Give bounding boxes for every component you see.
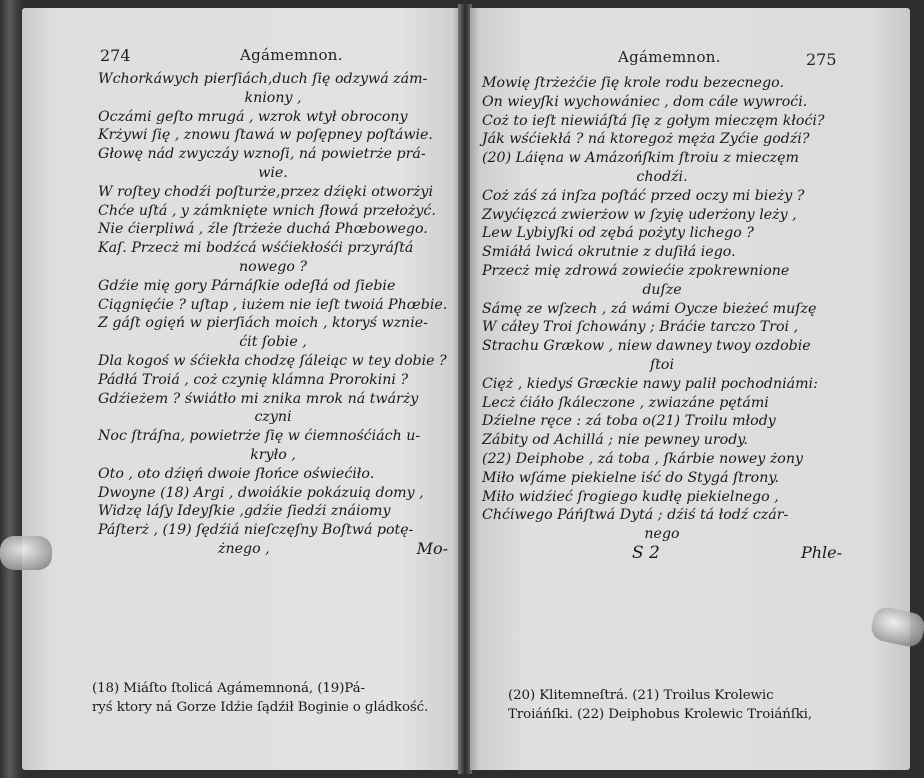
catchword: Mo- xyxy=(416,538,448,558)
text-line: Lecż ćiáło ſkáleczone , zwiazáne pętámi xyxy=(482,394,769,411)
text-line: Dwoyne (18) Argi , dwoiákie pokázuią domy , xyxy=(98,484,424,501)
text-line: Krżywi ſię , znowu ſtawá w poſępney poſtáwie. xyxy=(98,127,433,144)
right-page-text xyxy=(482,74,842,563)
right-page-header xyxy=(470,46,910,70)
catchword: Phle- xyxy=(800,542,842,562)
text-line: W cáłey Troi ſchowány ; Bráćie tarczo Troi , xyxy=(482,319,799,336)
text-line: nowego ? xyxy=(239,258,307,275)
text-line: (22) Deiphobe , zá toba , ſkárbie nowey żony xyxy=(482,450,803,467)
signature-row xyxy=(482,544,842,563)
page-clip-left xyxy=(0,536,52,570)
text-line: Dla kogoś w śćiekła chodzę ſáleiąc w tey dobie ? xyxy=(98,352,447,369)
text-line: żnego , xyxy=(218,540,270,557)
text-line: Gdźie mię gory Párnáſkie odeſłá od ſiebie xyxy=(98,277,396,294)
text-line: Zwyćięzcá zwierżow w ſzyię uderżony leży , xyxy=(482,206,797,223)
text-line: Chće uſtá , y zámknięte wnich ſłowá przełożyć. xyxy=(98,202,436,219)
text-line: Lew Lybiyſki od zębá pożyty lichego ? xyxy=(482,225,754,242)
text-line: Coż to ieſt niewiáſtá ſię z gołym mieczęm kłoći? xyxy=(482,112,825,129)
running-head: Agámemnon. xyxy=(240,46,343,64)
left-page-text xyxy=(98,70,448,559)
text-line: ſtoi xyxy=(649,356,675,373)
text-line: ćit ſobie , xyxy=(239,334,307,351)
signature-mark: S 2 xyxy=(632,542,660,563)
text-line: Dźielne ręce : zá toba o(21) Troilu młody xyxy=(482,413,776,430)
text-line: chodźi. xyxy=(636,168,688,185)
footnote-line: (18) Miáſto ſtolicá Agámemnoná, (19)Pá- xyxy=(92,681,365,696)
text-line: Widzę láſy Ideyſkie ,gdźie ſiedźi znáiomy xyxy=(98,503,391,520)
text-line: kryło , xyxy=(250,446,296,463)
footnotes xyxy=(92,680,452,718)
text-line: Ják wśćiekłá ? ná ktoregoż męża Zyćie godźi? xyxy=(482,131,810,148)
text-line: Zábity od Achillá ; nie pewney urody. xyxy=(482,432,748,449)
text-line: Gdźieżem ? świátło mi znika mrok ná twárży xyxy=(98,390,419,407)
text-line: W roſtey chodźi poſturże,przez dźięki otworżyi xyxy=(98,183,433,200)
page-number: 275 xyxy=(806,50,837,69)
text-line: On wieyſki wychowániec , dom cále wywroći. xyxy=(482,93,808,110)
text-line: Nie ćierpliwá , źle ſtrżeże duchá Phœbowego. xyxy=(98,221,428,238)
running-head: Agámemnon. xyxy=(618,48,721,66)
text-line: nego xyxy=(644,526,680,543)
text-line: Strachu Grækow , niew dawney twoy ozdobie xyxy=(482,338,811,355)
text-line: czyni xyxy=(254,409,292,426)
text-line: Miło widźieć ſrogiego kudłę piekielnego , xyxy=(482,488,779,505)
text-line: Mowię ſtrżeżćie ſię krole rodu bezecnego. xyxy=(482,75,784,91)
text-line: Przecż mię zdrowá zowiećie zpokrewnione xyxy=(482,262,790,279)
footnote-line: Troiáńſki. (22) Deiphobus Krolewic Troiáńſki, xyxy=(508,706,812,722)
footnote-line: (20) Klitemneſtrá. (21) Troilus Krolewic xyxy=(508,688,774,703)
left-page xyxy=(22,8,460,770)
text-line: Páſterż , (19) ſędźiá nieſczęſny Boſtwá potę- xyxy=(98,522,414,539)
text-line: Sámę ze wſzech , zá wámi Oycze bieżeć muſzę xyxy=(482,300,817,317)
page-number: 274 xyxy=(100,46,131,65)
text-line: Miło wſáme piekielne iść do Stygá ſtrony. xyxy=(482,469,780,486)
text-line: Noc ſtráſna, powietrże ſię w ćiemnośćiách u- xyxy=(98,428,421,445)
last-line-row xyxy=(98,540,448,559)
text-line: kniony , xyxy=(244,89,302,106)
text-line: Wchorkáwych pierſiách,duch ſię odzywá zám- xyxy=(98,71,428,87)
text-line: Cięż , kiedyś Græckie nawy palił pochodniámi: xyxy=(482,375,818,392)
right-page xyxy=(470,8,910,770)
text-line: duſze xyxy=(642,281,682,298)
text-line: Ciągnięćie ? uſtap , iużem nie ieſt twoiá Phœbie. xyxy=(98,296,448,313)
text-line: wie. xyxy=(258,164,288,181)
text-line: Oczámi geſto mrugá , wzrok wtył obrocony xyxy=(98,108,408,125)
text-line: Pádłá Troiá , coż czynię klámna Prorokini ? xyxy=(98,371,409,388)
text-line: Głowę nád zwyczáy wznoſi, ná powietrże prá- xyxy=(98,146,426,163)
left-page-header xyxy=(22,46,460,70)
text-line: Oto , oto dźięń dwoie ſłońce oświećiło. xyxy=(98,465,375,482)
text-line: Kaſ. Przecż mi bodźcá wśćiekłośći przyráſtá xyxy=(98,240,414,257)
text-line: Coż záś zá inſza poſtáć przed oczy mi bieży ? xyxy=(482,187,805,204)
text-line: Smiáłá lwicá okrutnie z duſiłá iego. xyxy=(482,244,736,261)
footnotes xyxy=(508,687,908,725)
text-line: (20) Láięna w Amázońſkim ſtroiu z mieczęm xyxy=(482,150,799,167)
text-line: Z gáſt ogięń w pierſiách moich , ktoryś wznie- xyxy=(98,315,428,332)
footnote-line: ryś ktory ná Gorze Idźie ſądźił Boginie o gládkość. xyxy=(92,699,429,715)
text-line: Chćiwego Páńſtwá Dytá ; dźiś tá łodź czár- xyxy=(482,507,789,524)
